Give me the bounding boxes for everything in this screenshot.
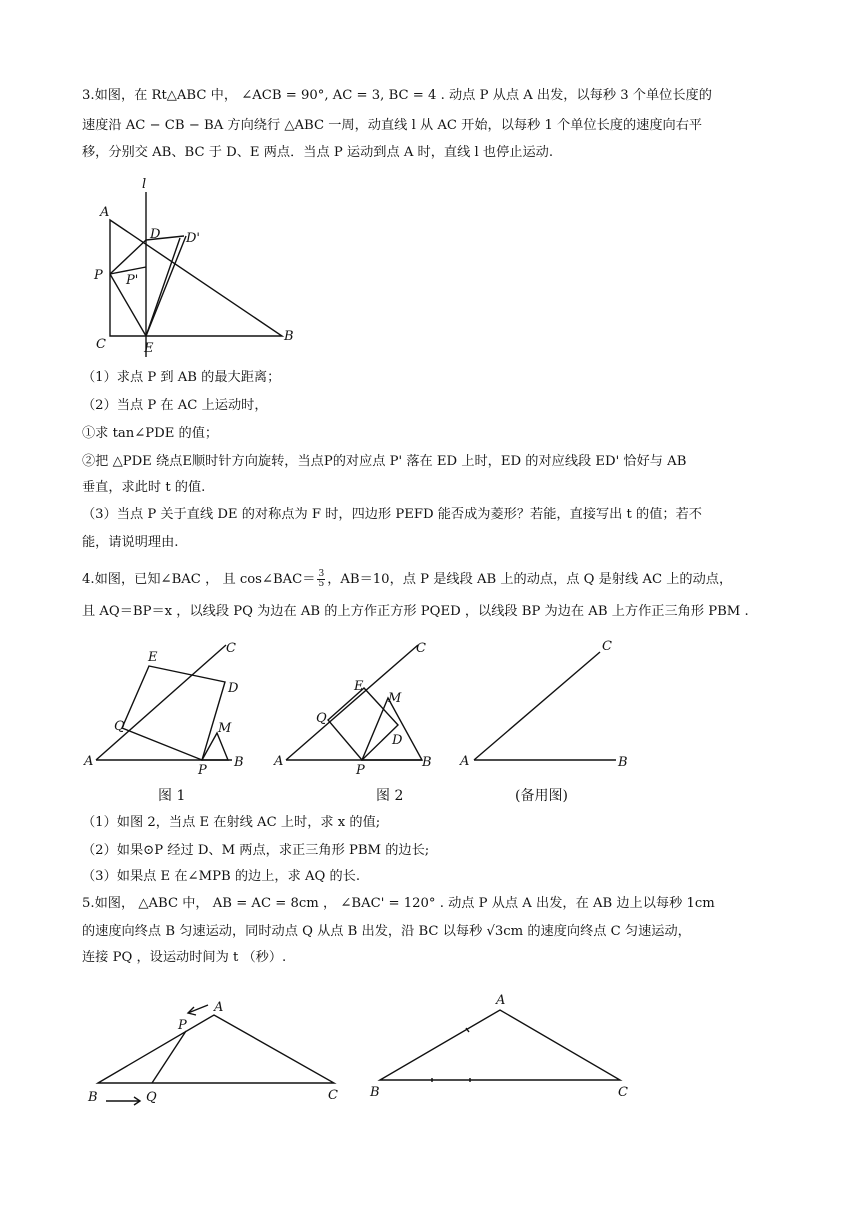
q5-line-2: 的速度向终点 B 匀速运动，同时动点 Q 从点 B 出发，沿 BC 以每秒 √3cm 的速度向终点 C 匀速运动，: [82, 924, 691, 939]
q4f2-label-m: M: [388, 691, 402, 706]
q4f3-label-b: B: [618, 755, 628, 770]
q5f1-pq: [152, 1031, 186, 1083]
q5f1-label-a: A: [214, 1000, 224, 1015]
q3-part-2: （2）当点 P 在 AC 上运动时，: [82, 398, 268, 413]
q4-part-3: （3）如果点 E 在∠MPB 的边上，求 AQ 的长.: [82, 869, 361, 884]
q3-figure: [88, 172, 308, 362]
q5f1-arrow-a: [188, 1005, 208, 1013]
q5f1-label-q: Q: [146, 1090, 157, 1105]
q4f1-label-p: P: [198, 763, 207, 775]
q4f2-label-a: A: [274, 754, 284, 769]
q3-part-1: （1）求点 P 到 AB 的最大距离；: [82, 370, 281, 385]
q3-label-c: C: [96, 337, 106, 352]
q4f1-label-q: Q: [114, 719, 125, 734]
q4f2-label-e: E: [354, 679, 364, 694]
q3-line-3: 移，分别交 AB、BC 于 D、E 两点．当点 P 运动到点 A 时，直线 l 也停止运动.: [82, 145, 554, 160]
q3-part-2-2b: 垂直，求此时 t 的值.: [82, 480, 206, 495]
q4-fraction: [317, 570, 325, 589]
q3-seg-ed2: [146, 238, 180, 336]
q4f3-label-a: A: [460, 754, 470, 769]
q3-line-1: 3.如图，在 Rt△ABC 中， ∠ACB = 90°, AC = 3, BC = 4 . 动点 P 从点 A 出发，以每秒 3 个单位长度的: [82, 88, 712, 103]
q3-label-d: D: [150, 227, 161, 242]
q3-label-l: l: [142, 177, 147, 192]
q4-line-1-b: ，AB＝10，点 P 是线段 AB 上的动点，点 Q 是射线 AC 上的动点，: [327, 572, 733, 587]
q5-line-3: 连接 PQ ，设运动时间为 t （秒）.: [82, 950, 287, 965]
q3-label-p: P: [94, 268, 103, 283]
q4f1-label-c: C: [226, 641, 236, 656]
q5f1-label-c: C: [328, 1088, 338, 1103]
q5f1-label-p: P: [178, 1018, 187, 1033]
q4f2-label-p: P: [356, 763, 365, 775]
q4-caption-fig1: 图 1: [158, 788, 186, 804]
q3-label-a: A: [100, 205, 110, 220]
q3-part-3a: （3）当点 P 关于直线 DE 的对称点为 F 时，四边形 PEFD 能否成为菱形？若能，直接写出 t 的值；若不: [82, 507, 702, 522]
q3-label-e: E: [144, 341, 154, 356]
q4-caption-fig3: (备用图): [515, 788, 568, 804]
q4f2-label-d: D: [392, 733, 403, 748]
q5-figure-2: [368, 990, 638, 1105]
q4-line-2: 且 AQ＝BP＝x ，以线段 PQ 为边在 AB 的上方作正方形 PQED ，以线段 BP 为边在 AB 上方作正三角形 PBM .: [82, 604, 749, 619]
q4f3-ac: [474, 652, 600, 760]
q4f1-label-b: B: [234, 755, 244, 770]
q5f2-label-b: B: [370, 1085, 380, 1100]
q4-frac-den: 5: [318, 579, 325, 589]
q4-caption-fig2: 图 2: [376, 788, 404, 804]
q4-part-2: （2）如果⊙P 经过 D、M 两点，求正三角形 PBM 的边长;: [82, 843, 430, 858]
q4f3-label-c: C: [602, 639, 612, 654]
q4f1-label-m: M: [218, 721, 232, 736]
q3-part-3b: 能，请说明理由.: [82, 535, 179, 550]
q4f1-label-a: A: [84, 754, 94, 769]
q3-part-2-1: ①求 tan∠PDE 的值；: [82, 426, 219, 441]
q5-figure-1: [84, 995, 354, 1110]
q3-seg-pd: [110, 240, 146, 274]
q4f1-label-e: E: [148, 650, 158, 665]
q5-line-1: 5.如图， △ABC 中， AB = AC = 8cm ， ∠BAC' = 120° . 动点 P 从点 A 出发，在 AB 边上以每秒 1cm: [82, 896, 715, 911]
q5f2-label-a: A: [496, 993, 506, 1008]
q4-figure-1: [82, 630, 252, 775]
q5f2-triangle: [380, 1010, 620, 1080]
q5f1-label-b: B: [88, 1090, 98, 1105]
q4-line-1-a: 4.如图，已知∠BAC ， 且 cos∠BAC＝: [82, 572, 316, 587]
q4f2-label-c: C: [416, 641, 426, 656]
q4f2-label-q: Q: [316, 711, 327, 726]
q4f2-label-b: B: [422, 755, 432, 770]
q3-label-dp: D': [186, 231, 200, 246]
q4-part-1: （1）如图 2，当点 E 在射线 AC 上时，求 x 的值;: [82, 815, 381, 830]
q3-part-2-2a: ②把 △PDE 绕点E顺时针方向旋转，当点P的对应点 P' 落在 ED 上时，ED 的对应线段 ED' 恰好与 AB: [82, 454, 687, 469]
q3-label-b: B: [284, 329, 294, 344]
q3-label-pp: P': [126, 273, 139, 288]
q4-figure-3: [456, 630, 636, 775]
q5f2-label-c: C: [618, 1085, 628, 1100]
q4-line-1: [82, 570, 732, 590]
q4-frac-num: 3: [318, 569, 325, 579]
q4-figure-2: [272, 630, 442, 775]
q3-seg-ed1: [146, 236, 186, 336]
q4f1-label-d: D: [228, 681, 239, 696]
q3-line-2: 速度沿 AC − CB − BA 方向绕行 △ABC 一周，动直线 l 从 AC 开始，以每秒 1 个单位长度的速度向右平: [82, 118, 703, 133]
q5f1-triangle: [98, 1015, 334, 1083]
